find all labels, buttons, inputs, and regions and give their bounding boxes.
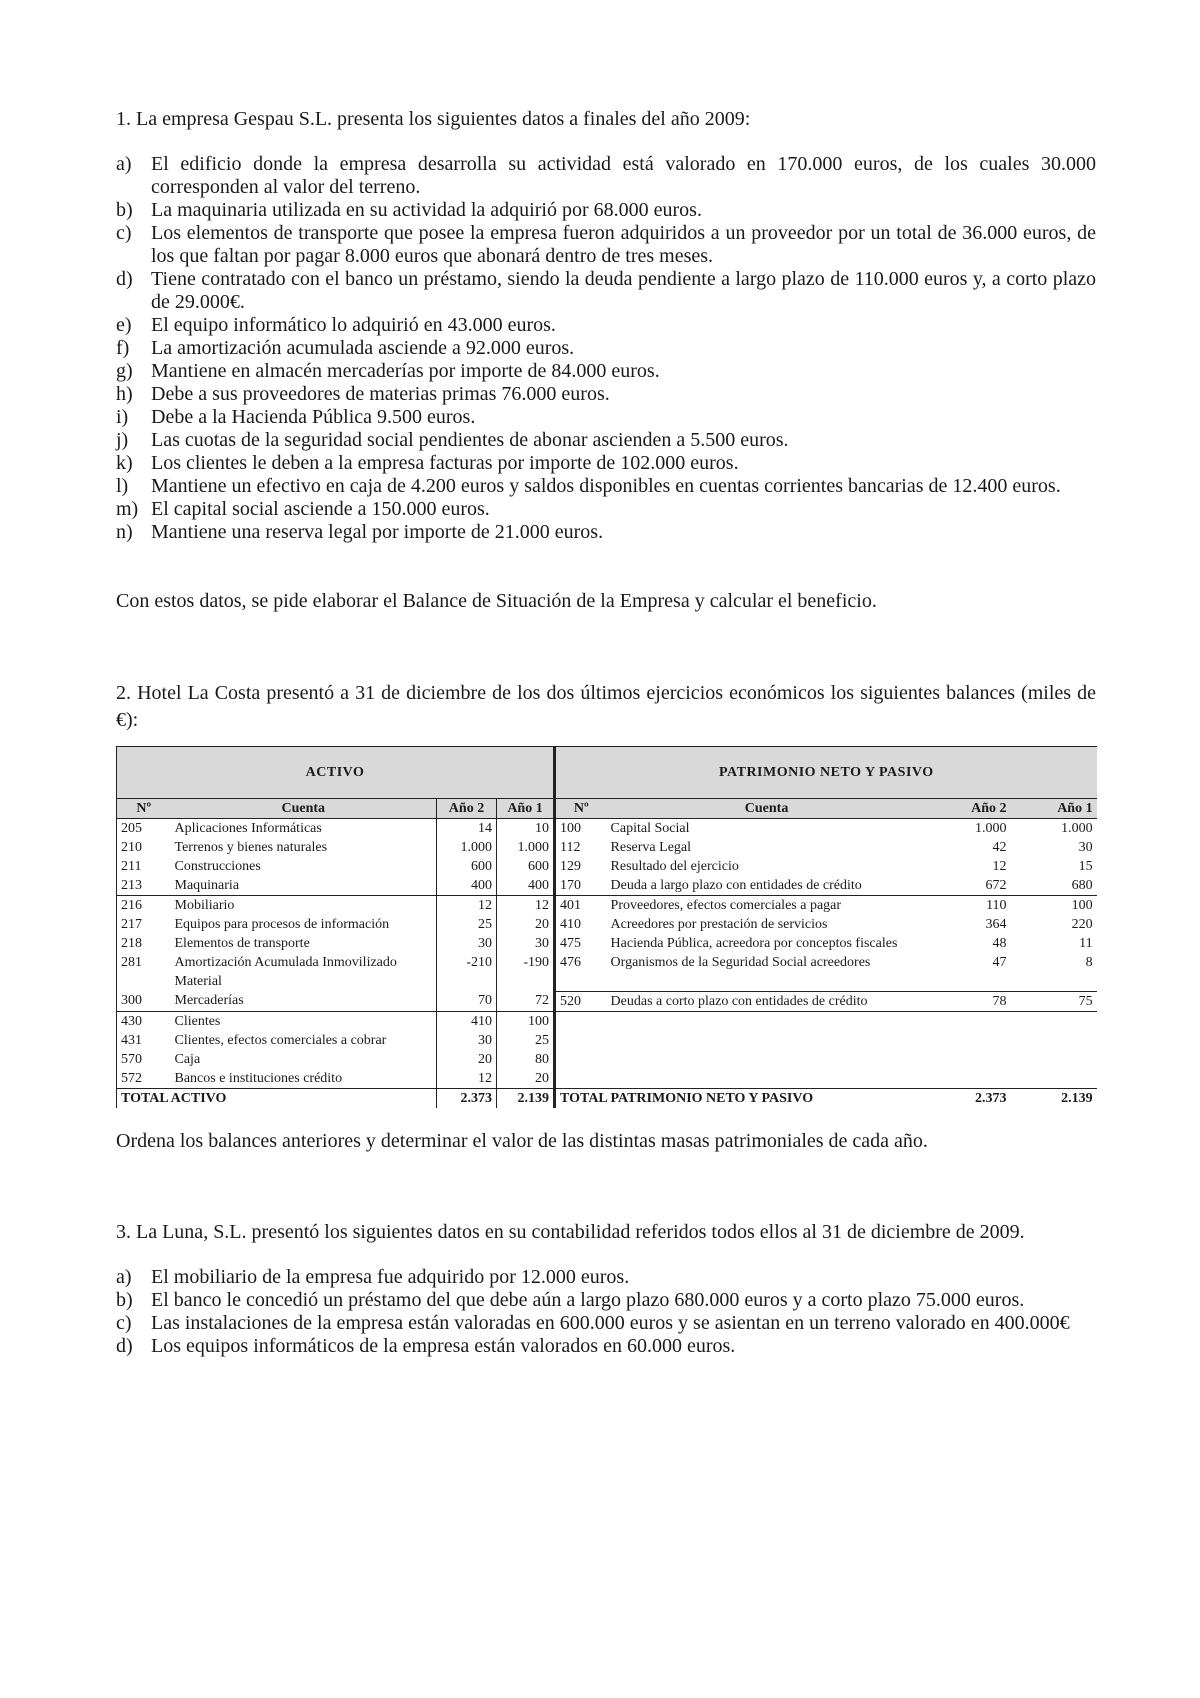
pasivo-ano2: 364 bbox=[985, 917, 1007, 932]
pasivo-ano1 bbox=[1011, 1031, 1097, 1050]
exercise3-item bbox=[116, 1266, 1096, 1289]
pasivo-cuenta: Deudas a corto plazo con entidades de crédito bbox=[607, 991, 927, 1011]
exercise1-item bbox=[116, 268, 1096, 314]
total-activo-ano1: 2.139 bbox=[497, 1088, 555, 1108]
activo-cuenta: Elementos de transporte bbox=[174, 936, 310, 951]
exercise2-intro: 2. Hotel La Costa presentó a 31 de diciembre de los dos últimos ejercicios económicos los siguientes balances (miles de €): bbox=[116, 682, 1096, 731]
activo-ano2: 410 bbox=[437, 1011, 497, 1031]
activo-no: 431 bbox=[117, 1031, 171, 1050]
pasivo-cuenta: Hacienda Pública, acreedora por conceptos fiscales bbox=[610, 936, 898, 951]
pasivo-ano2 bbox=[927, 1050, 1011, 1069]
exercise1-item-label: f) bbox=[116, 337, 130, 359]
pasivo-ano2: 1.000 bbox=[975, 821, 1007, 836]
table-row bbox=[117, 1069, 1097, 1089]
activo-cuenta: Caja bbox=[174, 1051, 201, 1067]
pasivo-cuenta: Deuda a largo plazo con entidades de crédito bbox=[610, 878, 862, 893]
activo-cuenta: Clientes, efectos comerciales a cobrar bbox=[174, 1032, 387, 1048]
exercise1-item-label: a) bbox=[116, 153, 132, 175]
pasivo-ano2: 12 bbox=[992, 859, 1007, 874]
exercise3-list bbox=[116, 1266, 1096, 1358]
pasivo-cuenta: Proveedores, efectos comerciales a pagar bbox=[607, 896, 927, 916]
exercise1-item bbox=[116, 429, 1096, 452]
table-row bbox=[117, 857, 1097, 876]
exercise3-item-label: b) bbox=[116, 1288, 133, 1311]
pasivo-no: 170 bbox=[555, 876, 607, 896]
activo-ano1: 30 bbox=[497, 934, 555, 953]
pasivo-ano2: 47 bbox=[992, 955, 1007, 970]
exercise1-task: Con estos datos, se pide elaborar el Balance de Situación de la Empresa y calcular el beneficio. bbox=[116, 590, 877, 612]
activo-title: ACTIVO bbox=[117, 747, 555, 799]
pasivo-ano1 bbox=[1011, 1069, 1097, 1089]
activo-no: 218 bbox=[117, 934, 171, 953]
activo-no: 211 bbox=[117, 857, 171, 876]
exercise1-item bbox=[116, 475, 1096, 498]
exercise1-item-text: El equipo informático lo adquirió en 43.000 euros. bbox=[151, 314, 556, 336]
activo-no: 570 bbox=[117, 1050, 171, 1069]
exercise1-item-text: Tiene contratado con el banco un préstamo, siendo la deuda pendiente a largo plazo de 110.000 euros y, a corto plazo de 29.000€. bbox=[151, 268, 1096, 313]
pasivo-ano2: 672 bbox=[985, 878, 1007, 893]
exercise1-item bbox=[116, 406, 1096, 429]
pasivo-cuenta: Acreedores por prestación de servicios bbox=[610, 917, 828, 932]
activo-no: 572 bbox=[117, 1069, 171, 1089]
col-cuenta-pasivo: Cuenta bbox=[607, 799, 927, 819]
activo-cuenta: Mercaderías bbox=[174, 993, 244, 1008]
activo-ano2: -210 bbox=[437, 953, 497, 991]
exercise1-item-text: Las cuotas de la seguridad social pendientes de abonar ascienden a 5.500 euros. bbox=[151, 429, 789, 451]
activo-ano1: 10 bbox=[497, 819, 555, 839]
table-row bbox=[117, 1050, 1097, 1069]
exercise3-intro: 3. La Luna, S.L. presentó los siguientes datos en su contabilidad referidos todos ellos al 31 de diciembre de 2009. bbox=[116, 1220, 1025, 1243]
activo-ano1: 20 bbox=[497, 1069, 555, 1089]
exercise1-item-text: Mantiene una reserva legal por importe de 21.000 euros. bbox=[151, 521, 604, 543]
exercise3-item-label: d) bbox=[116, 1334, 133, 1357]
pasivo-no bbox=[555, 1050, 607, 1069]
pasivo-title: PATRIMONIO NETO Y PASIVO bbox=[555, 747, 1097, 799]
activo-ano2: 30 bbox=[437, 934, 497, 953]
exercise1-item-label: g) bbox=[116, 360, 133, 382]
pasivo-cuenta: Resultado del ejercicio bbox=[610, 859, 739, 874]
exercise1-item-label: e) bbox=[116, 314, 132, 336]
activo-ano1: -190 bbox=[497, 953, 555, 991]
activo-ano1: 1.000 bbox=[497, 838, 555, 857]
pasivo-ano1: 15 bbox=[1078, 859, 1093, 874]
activo-cuenta: Clientes bbox=[171, 1011, 437, 1031]
exercise3-item bbox=[116, 1335, 1096, 1358]
table-row bbox=[117, 838, 1097, 857]
pasivo-no: 401 bbox=[555, 896, 607, 916]
activo-cuenta: Aplicaciones Informáticas bbox=[174, 821, 322, 836]
table-row bbox=[117, 915, 1097, 934]
exercise1-item-label: i) bbox=[116, 406, 129, 428]
total-activo-ano2: 2.373 bbox=[437, 1088, 497, 1108]
table-row bbox=[117, 896, 1097, 916]
activo-ano2: 30 bbox=[437, 1031, 497, 1050]
exercise1-item-text: El edificio donde la empresa desarrolla su actividad está valorado en 170.000 euros, de los cuales 30.000 corresponden al valor del terreno. bbox=[151, 153, 1096, 198]
pasivo-ano1: 1.000 bbox=[1061, 821, 1093, 836]
pasivo-ano1: 30 bbox=[1078, 840, 1093, 855]
activo-no: 205 bbox=[117, 819, 171, 839]
exercise1-item-text: La amortización acumulada asciende a 92.000 euros. bbox=[151, 337, 575, 359]
activo-no: 210 bbox=[117, 838, 171, 857]
pasivo-no: 129 bbox=[555, 857, 607, 876]
exercise1-item bbox=[116, 521, 1096, 544]
exercise1-intro: 1. La empresa Gespau S.L. presenta los siguientes datos a finales del año 2009: bbox=[116, 108, 751, 130]
pasivo-no: 520 bbox=[555, 991, 607, 1011]
pasivo-no bbox=[555, 1031, 607, 1050]
exercise1-item-label: b) bbox=[116, 199, 133, 221]
pasivo-cuenta bbox=[607, 1011, 927, 1031]
pasivo-no: 100 bbox=[555, 819, 607, 839]
table-row bbox=[117, 819, 1097, 839]
pasivo-ano2: 42 bbox=[992, 840, 1007, 855]
exercise1-item-text: Mantiene en almacén mercaderías por importe de 84.000 euros. bbox=[151, 360, 660, 382]
activo-ano1: 12 bbox=[497, 896, 555, 916]
activo-ano1: 100 bbox=[497, 1011, 555, 1031]
exercise1-item bbox=[116, 337, 1096, 360]
exercise1-item bbox=[116, 360, 1096, 383]
exercise1-item bbox=[116, 452, 1096, 475]
pasivo-no bbox=[555, 1069, 607, 1089]
activo-ano1: 600 bbox=[497, 857, 555, 876]
exercise3-item bbox=[116, 1312, 1096, 1335]
pasivo-ano2: 48 bbox=[992, 936, 1007, 951]
pasivo-cuenta bbox=[607, 1031, 927, 1050]
total-pasivo-ano1: 2.139 bbox=[1011, 1088, 1097, 1108]
exercise1-item-text: La maquinaria utilizada en su actividad la adquirió por 68.000 euros. bbox=[151, 199, 702, 221]
exercise1-item-text: Debe a sus proveedores de materias primas 76.000 euros. bbox=[151, 383, 610, 405]
exercise3-item-text: Las instalaciones de la empresa están valoradas en 600.000 euros y se asientan en un terreno valorado en 400.000€ bbox=[151, 1311, 1070, 1334]
exercise1-item bbox=[116, 383, 1096, 406]
exercise1-item bbox=[116, 153, 1096, 199]
exercise3-item-text: El banco le concedió un préstamo del que debe aún a largo plazo 680.000 euros y a corto plazo 75.000 euros. bbox=[151, 1288, 1025, 1311]
exercise3-item-text: Los equipos informáticos de la empresa están valorados en 60.000 euros. bbox=[151, 1334, 736, 1357]
exercise1-item-label: n) bbox=[116, 521, 133, 543]
activo-ano2: 400 bbox=[437, 876, 497, 896]
pasivo-ano2: 110 bbox=[927, 896, 1011, 916]
exercise1-item-label: m) bbox=[116, 498, 139, 520]
exercise1-item-text: Los clientes le deben a la empresa facturas por importe de 102.000 euros. bbox=[151, 452, 739, 474]
pasivo-ano1 bbox=[1011, 1011, 1097, 1031]
activo-cuenta: Bancos e instituciones crédito bbox=[174, 1070, 343, 1086]
activo-cuenta: Terrenos y bienes naturales bbox=[174, 840, 328, 855]
pasivo-no bbox=[555, 1011, 607, 1031]
exercise1-item-text: El capital social asciende a 150.000 euros. bbox=[151, 498, 490, 520]
pasivo-cuenta bbox=[607, 1069, 927, 1089]
activo-ano1: 400 bbox=[497, 876, 555, 896]
activo-ano2: 20 bbox=[437, 1050, 497, 1069]
pasivo-no: 112 bbox=[555, 838, 607, 857]
exercise1-item bbox=[116, 498, 1096, 521]
activo-cuenta: Mobiliario bbox=[171, 896, 437, 916]
exercise3-item-label: c) bbox=[116, 1311, 132, 1334]
activo-no: 281 bbox=[117, 953, 171, 991]
pasivo-cuenta bbox=[607, 1050, 927, 1069]
col-ano2-pasivo: Año 2 bbox=[927, 799, 1011, 819]
total-pasivo-label: TOTAL PATRIMONIO NETO Y PASIVO bbox=[555, 1088, 927, 1108]
activo-ano2: 1.000 bbox=[437, 838, 497, 857]
table-row bbox=[117, 876, 1097, 896]
activo-ano1: 25 bbox=[497, 1031, 555, 1050]
activo-ano2: 600 bbox=[437, 857, 497, 876]
exercise1-item-label: j) bbox=[116, 429, 129, 451]
exercise1-item bbox=[116, 222, 1096, 268]
total-pasivo-ano2: 2.373 bbox=[927, 1088, 1011, 1108]
pasivo-ano1: 75 bbox=[1011, 991, 1097, 1011]
pasivo-ano2 bbox=[927, 1011, 1011, 1031]
activo-ano2: 12 bbox=[437, 1069, 497, 1089]
col-no-pasivo: Nº bbox=[555, 799, 607, 819]
exercise1-item bbox=[116, 199, 1096, 222]
pasivo-ano1: 680 bbox=[1071, 878, 1093, 893]
activo-cuenta: Equipos para procesos de información bbox=[174, 917, 390, 932]
pasivo-cuenta: Organismos de la Seguridad Social acreedores bbox=[610, 955, 871, 970]
col-ano1-pasivo: Año 1 bbox=[1011, 799, 1097, 819]
activo-ano1: 20 bbox=[497, 915, 555, 934]
pasivo-no: 410 bbox=[555, 915, 607, 934]
col-cuenta-activo: Cuenta bbox=[171, 799, 437, 819]
pasivo-cuenta: Reserva Legal bbox=[610, 840, 692, 855]
document-page bbox=[116, 108, 1096, 1358]
activo-no: 213 bbox=[117, 876, 171, 896]
exercise3-item bbox=[116, 1289, 1096, 1312]
total-activo-label: TOTAL ACTIVO bbox=[117, 1088, 437, 1108]
col-ano2-activo: Año 2 bbox=[437, 799, 497, 819]
exercise1-list bbox=[116, 153, 1096, 544]
pasivo-ano2 bbox=[927, 1031, 1011, 1050]
table-row bbox=[117, 1011, 1097, 1031]
exercise1-item bbox=[116, 314, 1096, 337]
activo-no: 216 bbox=[117, 896, 171, 916]
table-row bbox=[117, 1031, 1097, 1050]
pasivo-ano2: 78 bbox=[927, 991, 1011, 1011]
pasivo-no: 476 bbox=[555, 953, 607, 991]
table-row bbox=[117, 991, 1097, 1011]
col-no-activo: Nº bbox=[117, 799, 171, 819]
activo-ano2: 12 bbox=[437, 896, 497, 916]
exercise1-item-label: l) bbox=[116, 475, 129, 497]
activo-ano1: 72 bbox=[497, 991, 555, 1011]
activo-cuenta: Amortización Acumulada Inmovilizado Material bbox=[174, 955, 397, 989]
table-row bbox=[117, 953, 1097, 991]
exercise1-item-label: h) bbox=[116, 383, 133, 405]
exercise2-task: Ordena los balances anteriores y determinar el valor de las distintas masas patrimoniales de cada año. bbox=[116, 1129, 928, 1152]
pasivo-ano1: 220 bbox=[1071, 917, 1093, 932]
exercise1-item-label: c) bbox=[116, 222, 132, 244]
pasivo-cuenta: Capital Social bbox=[610, 821, 690, 836]
exercise1-item-label: k) bbox=[116, 452, 133, 474]
activo-cuenta: Construcciones bbox=[174, 859, 261, 874]
pasivo-ano1: 100 bbox=[1011, 896, 1097, 916]
activo-cuenta: Maquinaria bbox=[174, 878, 240, 893]
activo-ano2: 25 bbox=[437, 915, 497, 934]
exercise1-item-label: d) bbox=[116, 268, 133, 290]
pasivo-ano1 bbox=[1011, 1050, 1097, 1069]
col-ano1-activo: Año 1 bbox=[497, 799, 555, 819]
activo-no: 300 bbox=[117, 991, 171, 1011]
exercise1-item-text: Debe a la Hacienda Pública 9.500 euros. bbox=[151, 406, 476, 428]
pasivo-ano1: 11 bbox=[1079, 936, 1093, 951]
activo-no: 430 bbox=[117, 1011, 171, 1031]
pasivo-no: 475 bbox=[555, 934, 607, 953]
exercise3-item-text: El mobiliario de la empresa fue adquirido por 12.000 euros. bbox=[151, 1265, 630, 1288]
activo-ano1: 80 bbox=[497, 1050, 555, 1069]
activo-ano2: 70 bbox=[437, 991, 497, 1011]
exercise3-item-label: a) bbox=[116, 1265, 132, 1288]
exercise1-item-text: Mantiene un efectivo en caja de 4.200 euros y saldos disponibles en cuentas corrientes bancarias de 12.400 euros. bbox=[151, 475, 1061, 497]
table-row bbox=[117, 934, 1097, 953]
activo-ano2: 14 bbox=[437, 819, 497, 839]
activo-no: 217 bbox=[117, 915, 171, 934]
pasivo-ano2 bbox=[927, 1069, 1011, 1089]
balance-table bbox=[116, 746, 1097, 1108]
pasivo-ano1: 8 bbox=[1085, 955, 1093, 970]
exercise1-item-text: Los elementos de transporte que posee la empresa fueron adquiridos a un proveedor por un total de 36.000 euros, de los que faltan por pagar 8.000 euros que abonará dentro de tres meses. bbox=[151, 222, 1096, 267]
